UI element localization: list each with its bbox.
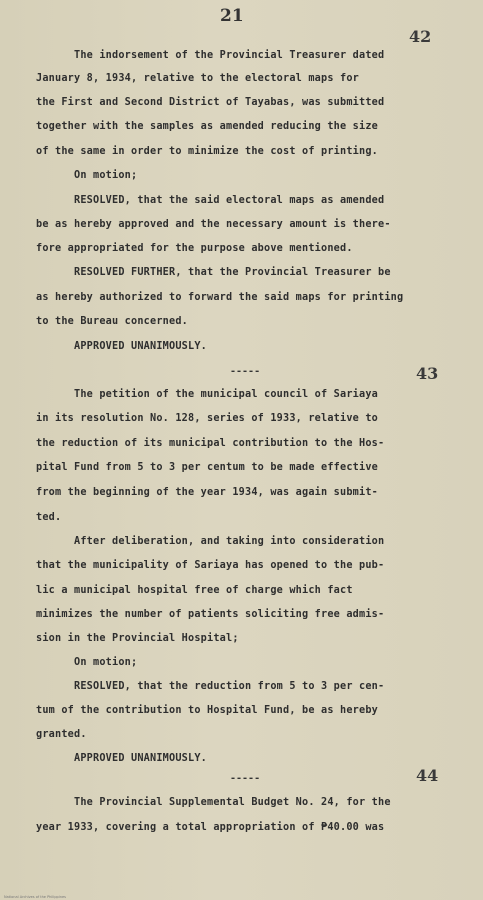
archive-footer: National Archives of the Philippines xyxy=(4,895,66,899)
text-line: The Provincial Supplemental Budget No. 24, for the xyxy=(74,797,391,808)
text-line: fore appropriated for the purpose above mentioned. xyxy=(36,243,353,254)
item-number-43: 43 xyxy=(416,364,439,383)
text-line: RESOLVED, that the reduction from 5 to 3 per cen- xyxy=(74,681,385,692)
page-number: 21 xyxy=(220,6,244,26)
text-line: APPROVED UNANIMOUSLY. xyxy=(74,341,208,352)
text-line: January 8, 1934, relative to the electoral maps for xyxy=(36,73,360,84)
text-line: year 1933, covering a total appropriation of ₱40.00 was xyxy=(36,822,385,833)
text-line: The petition of the municipal council of Sariaya xyxy=(74,389,379,400)
text-line: tum of the contribution to Hospital Fund, be as hereby xyxy=(36,705,379,716)
item-number-42: 42 xyxy=(409,27,432,46)
text-line: to the Bureau concerned. xyxy=(36,316,189,327)
text-line: APPROVED UNANIMOUSLY. xyxy=(74,753,208,764)
text-line: RESOLVED FURTHER, that the Provincial Treasurer be xyxy=(74,267,391,278)
text-line: the First and Second District of Tayabas, was submitted xyxy=(36,97,385,108)
text-line: RESOLVED, that the said electoral maps as amended xyxy=(74,195,385,206)
text-line: minimizes the number of patients soliciting free admis- xyxy=(36,609,385,620)
text-line: as hereby authorized to forward the said maps for printing xyxy=(36,292,404,303)
text-line: in its resolution No. 128, series of 1933, relative to xyxy=(36,413,379,424)
text-line: of the same in order to minimize the cost of printing. xyxy=(36,146,379,157)
text-line: granted. xyxy=(36,729,87,740)
text-line: the reduction of its municipal contribution to the Hos- xyxy=(36,438,385,449)
item-number-44: 44 xyxy=(416,766,439,785)
text-line: ted. xyxy=(36,512,62,523)
text-line: sion in the Provincial Hospital; xyxy=(36,633,239,644)
text-line: The indorsement of the Provincial Treasurer dated xyxy=(74,50,385,61)
text-line: pital Fund from 5 to 3 per centum to be made effective xyxy=(36,462,379,473)
text-line: be as hereby approved and the necessary amount is there- xyxy=(36,219,391,230)
text-line: On motion; xyxy=(74,170,138,181)
text-line: that the municipality of Sariaya has opened to the pub- xyxy=(36,560,385,571)
section-divider: ----- xyxy=(230,366,261,377)
text-line: together with the samples as amended reducing the size xyxy=(36,121,379,132)
section-divider: ----- xyxy=(230,773,261,784)
text-line: lic a municipal hospital free of charge which fact xyxy=(36,585,353,596)
text-line: After deliberation, and taking into consideration xyxy=(74,536,385,547)
text-line: from the beginning of the year 1934, was again submit- xyxy=(36,487,379,498)
text-line: On motion; xyxy=(74,657,138,668)
